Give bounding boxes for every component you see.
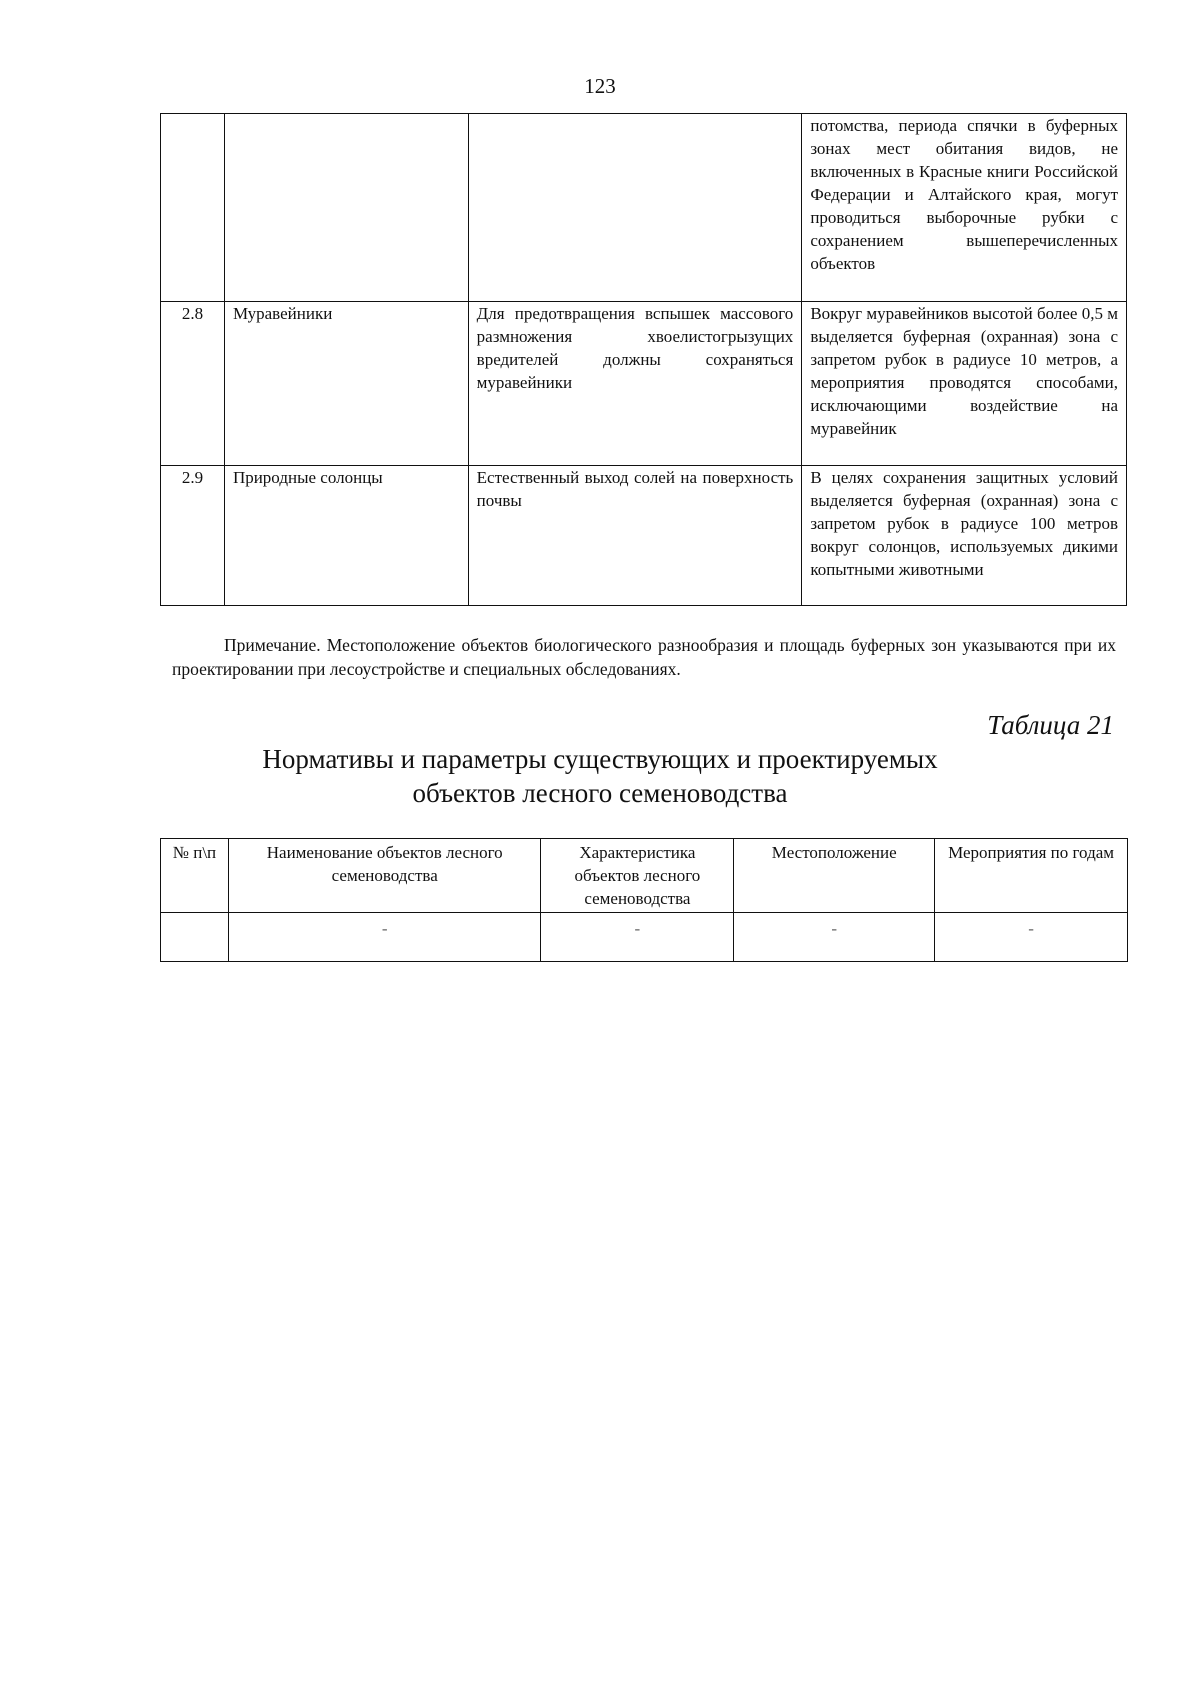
table-caption: Таблица 21 bbox=[987, 710, 1114, 740]
column-header-characteristics: Характеристика объектов лесного семеноводства bbox=[541, 839, 734, 913]
object-description-cell bbox=[468, 114, 802, 302]
column-header-name: Наименование объектов лесного семеноводства bbox=[228, 839, 541, 913]
table-cell: - bbox=[228, 913, 541, 962]
table-header-row bbox=[161, 839, 1128, 913]
table-row bbox=[161, 114, 1127, 302]
table-row bbox=[161, 302, 1127, 466]
table-cell: - bbox=[541, 913, 734, 962]
row-number-cell: 2.8 bbox=[161, 302, 225, 466]
table-cell: - bbox=[935, 913, 1128, 962]
object-measures-cell: потомства, периода спячки в буферных зонах мест обитания видов, не включенных в Красные книги Российской Федерации и Алтайского края, могут проводиться выборочные рубки с сохранением вышеперечисленных объектов bbox=[802, 114, 1127, 302]
table-row bbox=[161, 466, 1127, 606]
biodiversity-objects-table bbox=[160, 113, 1127, 606]
object-name-cell: Природные солонцы bbox=[224, 466, 468, 606]
table-note: Примечание. Местоположение объектов биологического разнообразия и площадь буферных зон указываются при их проектировании при лесоустройстве и специальных обследованиях. bbox=[172, 635, 1116, 679]
table-cell: - bbox=[734, 913, 935, 962]
table-title-line: Нормативы и параметры существующих и проектируемых bbox=[262, 744, 938, 774]
table-title-line: объектов лесного семеноводства bbox=[412, 778, 788, 808]
seed-objects-table bbox=[160, 838, 1128, 962]
object-description-cell: Естественный выход солей на поверхность почвы bbox=[468, 466, 802, 606]
table-row bbox=[161, 913, 1128, 962]
object-name-cell: Муравейники bbox=[224, 302, 468, 466]
object-name-cell bbox=[224, 114, 468, 302]
page-number: 123 bbox=[584, 74, 616, 98]
column-header-measures: Мероприятия по годам bbox=[935, 839, 1128, 913]
object-measures-cell: Вокруг муравейников высотой более 0,5 м выделяется буферная (охранная) зона с запретом рубок в радиусе 10 метров, а мероприятия проводятся способами, исключающими воздействие на муравейник bbox=[802, 302, 1127, 466]
object-measures-cell: В целях сохранения защитных условий выделяется буферная (охранная) зона с запретом рубок в радиусе 100 метров вокруг солонцов, используемых дикими копытными животными bbox=[802, 466, 1127, 606]
row-number-cell: 2.9 bbox=[161, 466, 225, 606]
table-title bbox=[0, 742, 1200, 810]
table-cell bbox=[161, 913, 229, 962]
row-number-cell bbox=[161, 114, 225, 302]
column-header-location: Местоположение bbox=[734, 839, 935, 913]
column-header-number: № п\п bbox=[161, 839, 229, 913]
object-description-cell: Для предотвращения вспышек массового размножения хвоелистогрызущих вредителей должны сохраняться муравейники bbox=[468, 302, 802, 466]
